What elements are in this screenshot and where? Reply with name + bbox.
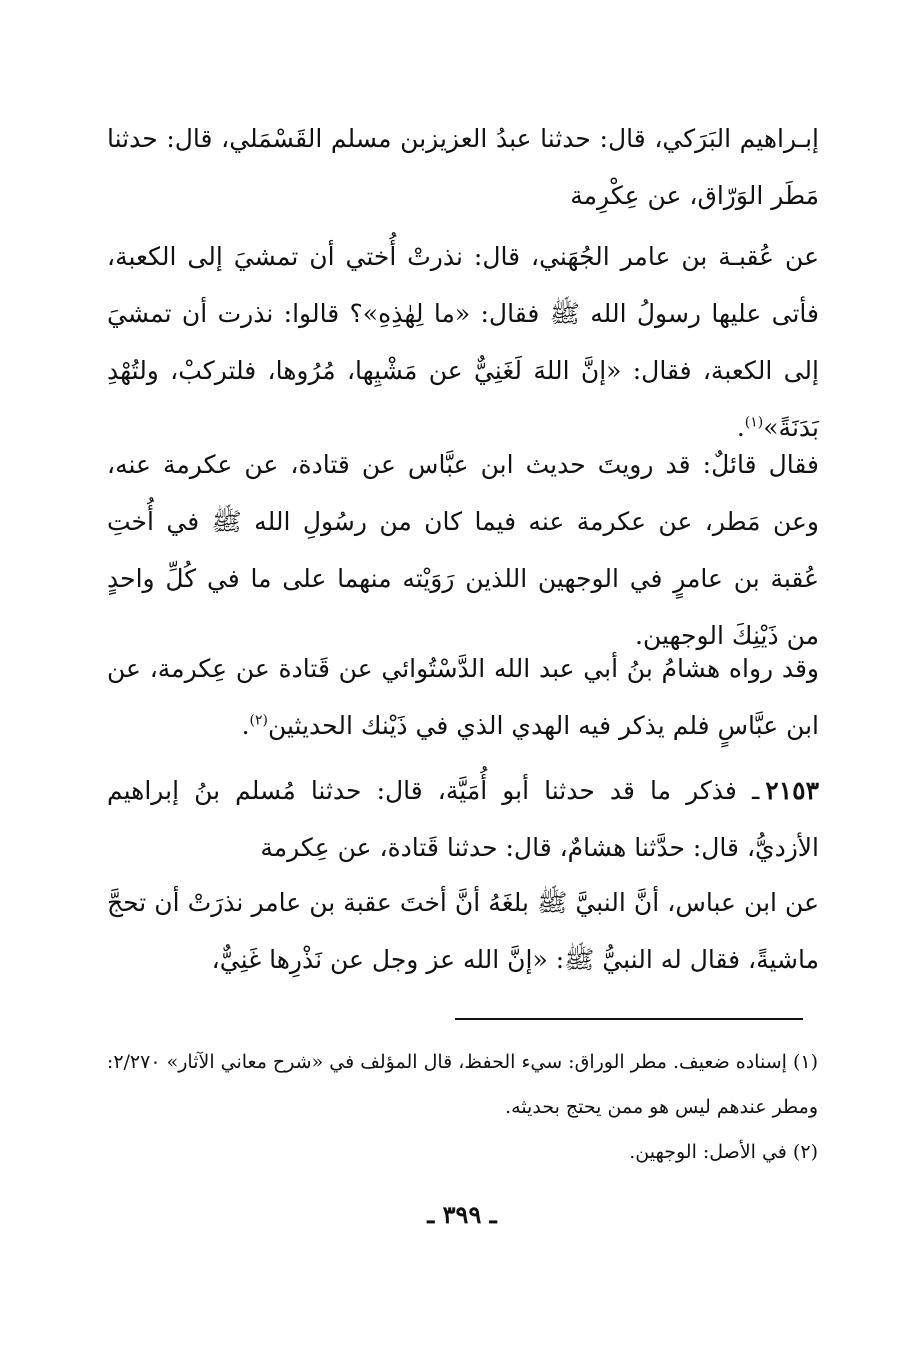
paragraph-ibn-abbas: عن ابن عباس، أنَّ النبيَّ ﷺ بلغَهُ أنَّ أختَ عقبة بن عامر نذرَتْ أن تحجَّ ماشيةً، فقال له النبيُّ ﷺ: «إنَّ الله عز وجل عن نَذْرِها غَنِيٌّ،: [107, 888, 819, 974]
paragraph-hadith-2153-text: ـ فذكر ما قد حدثنا أبو أُمَيَّة، قال: حدثنا مُسلم بنُ إبراهيم الأزديُّ، قال: حدَّثنا هشامٌ، قال: حدثنا قَتادة، عن عِكرمة: [107, 776, 819, 862]
footnote-2: (٢) في الأصل: الوجهين.: [629, 1141, 818, 1163]
footnote-ref-1: (١): [744, 414, 764, 431]
hadith-number: ٢١٥٣: [765, 776, 819, 805]
paragraph-hisham-narration-text: وقد رواه هشامُ بنُ أبي عبد الله الدَّسْتُوائي عن قَتادة عن عِكرمة، عن ابن عبَّاسٍ فلم يذكر فيه الهدي الذي في ذَيْنك الحديثين: [107, 654, 819, 740]
paragraph-hadith-uqba-text: عن عُقبـة بن عامر الجُهَني، قال: نذرتْ أُختي أن تمشيَ إلى الكعبة، فأتى عليها رسولُ الله ﷺ فقال: «ما لِهٰذِهِ»؟ قالوا: نذرت أن تمشيَ إلى الكعبة، فقال: «إنَّ اللهَ لَغَنِيٌّ عن مَشْيِها، مُرُوها، فلتركبْ، ولتُهْدِ بَدَنَةً»: [107, 242, 820, 442]
footnote-1: (١) إسناده ضعيف. مطر الوراق: سيء الحفظ، قال المؤلف في «شرح معاني الآثار» ٢/٢٧٠: ومطر عندهم ليس هو ممن يحتج بحديثه.: [106, 1051, 818, 1118]
paragraph-hisham-narration: [107, 640, 819, 754]
paragraph-chain-of-narration-1: إبـراهيم البَرَكي، قال: حدثنا عبدُ العزيزبن مسلم القَسْمَلي، قال: حدثنا مَطَر الوَرّاق، عن عِكْرِمة: [107, 124, 819, 210]
paragraph-objection: فقال قائلٌ: قد رويتَ حديث ابن عبَّاس عن قتادة، عن عكرمة عنه، وعن مَطر، عن عكرمة عنه فيما كان من رسُولِ الله ﷺ في أُختِ عُقبة بن عامرٍ في الوجهين اللذين رَوَيْته منهما على ما في كُلِّ واحدٍ من ذَيْنِكَ الوجهين.: [107, 450, 819, 650]
period: .: [736, 413, 745, 442]
footnote-ref-2: (٢): [249, 712, 268, 729]
paragraph-hadith-2153: [107, 762, 819, 876]
page-number: ـ ٣٩٩ ـ: [427, 1200, 497, 1229]
period: .: [241, 711, 250, 740]
paragraph-hadith-uqba: [107, 228, 819, 456]
footnote-divider: [455, 1018, 803, 1020]
footnotes: [106, 1040, 818, 1175]
